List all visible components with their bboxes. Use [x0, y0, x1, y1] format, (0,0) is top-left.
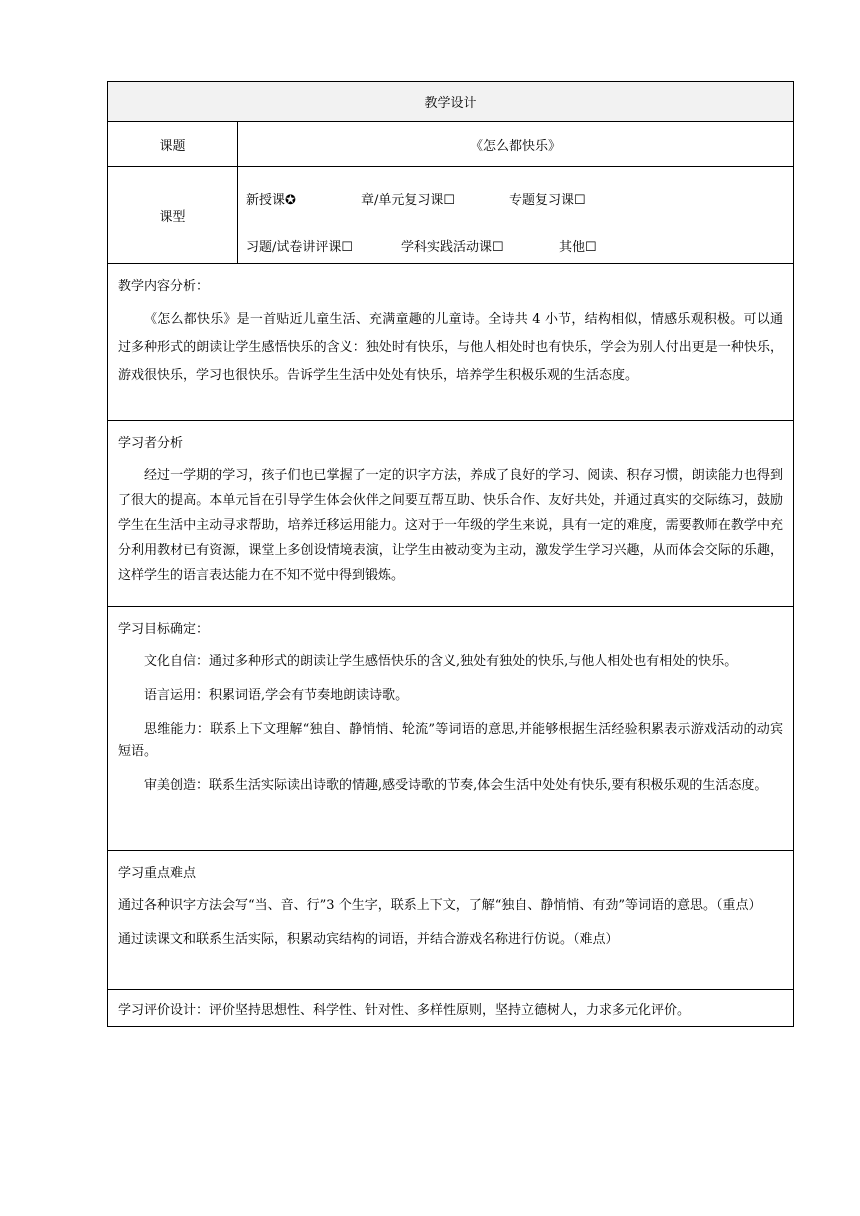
evaluation-text: 学习评价设计：评价坚持思想性、科学性、针对性、多样性原则，坚持立德树人，力求多元化评价。: [108, 990, 794, 1027]
objective-item: 文化自信：通过多种形式的朗读让学生感悟快乐的含义,独处有独处的快乐,与他人相处也有相处的快乐。: [144, 654, 738, 669]
option-exercise-review: 习题/试卷讲评课☐: [246, 240, 354, 255]
header-row: [108, 82, 794, 122]
learner-analysis-text: 经过一学期的学习，孩子们也已掌握了一定的识字方法，养成了良好的学习、阅读、积存习惯，朗读能力也得到了很大的提高。本单元旨在引导学生体会伙伴之间要互帮互助、快乐合作、友好共处，并通过真实的交际练习，鼓励学生在生活中主动寻求帮助，培养迁移运用能力。这对于一年级的学生来说，具有一定的难度，需要教师在教学中充分利用教材已有资源，课堂上多创设情境表演，让学生由被动变为主动，激发学生学习兴趣，从而体会交际的乐趣，这样学生的语言表达能力在不知不觉中得到锻炼。: [118, 468, 784, 583]
lesson-type-row: [108, 167, 794, 264]
learner-analysis-row: [108, 421, 794, 607]
content-analysis-title: 教学内容分析：: [118, 279, 210, 294]
evaluation-row: [108, 990, 794, 1027]
option-new-lesson: 新授课✪: [246, 193, 296, 208]
objectives-title: 学习目标确定：: [118, 622, 210, 637]
objective-item: 语言运用：积累词语,学会有节奏地朗读诗歌。: [144, 688, 409, 703]
key-point-item: 通过各种识字方法会写“当、音、行”3 个生字，联系上下文，了解“独自、静悄悄、有劲”等词语的意思。（重点）: [118, 898, 762, 913]
topic-label: 课题: [108, 122, 238, 167]
key-points-title: 学习重点难点: [118, 866, 197, 881]
content-analysis-text: 《怎么都快乐》是一首贴近儿童生活、充满童趣的儿童诗。全诗共 4 小节，结构相似，情感乐观积极。可以通过多种形式的朗读让学生感悟快乐的含义：独处时有快乐，与他人相处时也有快乐，学会为别人付出更是一种快乐，游戏很快乐，学习也很快乐。告诉学生生活中处处有快乐，培养学生积极乐观的生活态度。: [118, 312, 784, 383]
learner-analysis-title: 学习者分析: [118, 436, 184, 451]
objectives-section: [108, 607, 794, 851]
table-title: 教学设计: [108, 82, 794, 122]
key-points-section: [108, 851, 794, 990]
objective-item: 思维能力：联系上下文理解“独自、静悄悄、轮流”等词语的意思,并能够根据生活经验积累表示游戏活动的动宾短语。: [118, 722, 784, 759]
lesson-type-label: 课型: [108, 167, 238, 264]
key-points-row: [108, 851, 794, 990]
option-other: 其他☐: [559, 240, 597, 255]
lesson-plan-table: [107, 81, 794, 1027]
content-analysis-row: [108, 264, 794, 421]
key-point-item: 通过读课文和联系生活实际，积累动宾结构的词语，并结合游戏名称进行仿说。（难点）: [118, 932, 619, 947]
objective-item: 审美创造：联系生活实际读出诗歌的情趣,感受诗歌的节奏,体会生活中处处有快乐,要有积极乐观的生活态度。: [144, 778, 768, 793]
option-practice-activity: 学科实践活动课☐: [401, 240, 504, 255]
topic-value: 《怎么都快乐》: [238, 122, 794, 167]
objectives-row: [108, 607, 794, 851]
option-unit-review: 章/单元复习课☐: [361, 193, 456, 208]
option-topic-review: 专题复习课☐: [509, 193, 586, 208]
lesson-type-options: [238, 167, 794, 264]
topic-row: [108, 122, 794, 167]
content-analysis-section: [108, 264, 794, 421]
learner-analysis-section: [108, 421, 794, 607]
